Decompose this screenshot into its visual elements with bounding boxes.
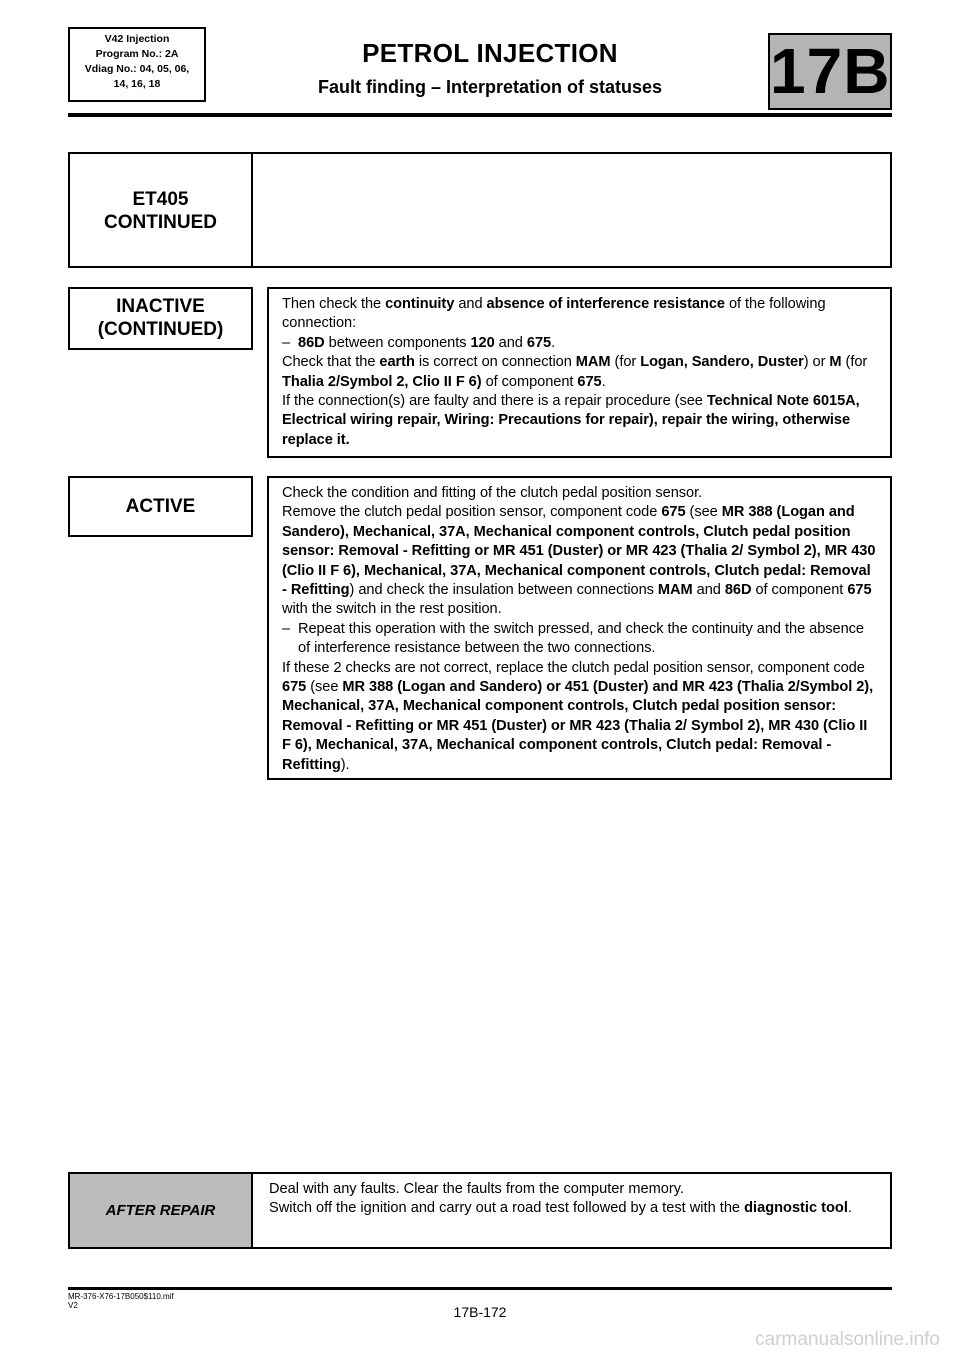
vdiag-info-box bbox=[68, 27, 206, 102]
inactive-paragraph: If the connection(s) are faulty and there is a repair procedure (see Technical Note 6015A, Electrical wiring repair, Wiring: Precautions for repair), repair the wiring, otherwise replace it. bbox=[282, 393, 860, 448]
inactive-label-line1: INACTIVE bbox=[116, 296, 205, 317]
active-label: ACTIVE bbox=[125, 496, 196, 517]
active-paragraph: Check the condition and fitting of the clutch pedal position sensor. bbox=[282, 485, 703, 501]
site-watermark: carmanualsonline.info bbox=[755, 1329, 940, 1350]
status-code: ET405 bbox=[132, 189, 189, 210]
footer-divider bbox=[68, 1287, 892, 1290]
after-repair-label: AFTER REPAIR bbox=[68, 1172, 253, 1249]
page-number: 17B-172 bbox=[453, 1304, 507, 1320]
status-code-empty-cell bbox=[251, 152, 892, 268]
after-repair-paragraph: Switch off the ignition and carry out a road test followed by a test with the diagnostic tool. bbox=[269, 1200, 852, 1217]
inactive-instructions bbox=[267, 287, 892, 458]
active-paragraph: If these 2 checks are not correct, replace the clutch pedal position sensor, component code 675 (see MR 388 (Logan and Sandero) or 451 (Duster) and MR 423 (Thalia 2/Symbol 2), Mechanical, 37A, Mechanical component controls, Clutch pedal position sensor: Removal - Refitting or MR 451 (Duster) or MR 423 (Thalia 2/ Symbol 2), MR 430 (Clio II F 6), Mechanical, 37A, Mechanical component controls, Clutch pedal: Removal - Refitting). bbox=[282, 659, 874, 773]
vdiag-line: Program No.: 2A bbox=[95, 48, 179, 60]
after-repair-instructions bbox=[251, 1172, 892, 1249]
active-instructions bbox=[267, 476, 892, 780]
active-label-box bbox=[68, 476, 253, 537]
status-code-box bbox=[68, 152, 253, 268]
vdiag-line: Vdiag No.: 04, 05, 06, bbox=[84, 63, 190, 75]
inactive-paragraph: Check that the earth is correct on connection MAM (for Logan, Sandero, Duster) or M (for Thalia 2/Symbol 2, Clio II F 6) of component 675. bbox=[282, 354, 868, 390]
document-reference: MR-376-X76-17B050$110.mif bbox=[68, 1292, 174, 1301]
status-continued: CONTINUED bbox=[104, 212, 217, 233]
vdiag-line: V42 Injection bbox=[104, 33, 170, 45]
page-title: PETROL INJECTION bbox=[362, 38, 618, 68]
active-paragraph: Remove the clutch pedal position sensor, component code 675 (see MR 388 (Logan and Sandero), Mechanical, 37A, Mechanical component controls, Clutch pedal position sensor: Removal - Refitting or MR 451 (Duster) or MR 423 (Thalia 2/ Symbol 2), MR 430 (Clio II F 6), Mechanical, 37A, Mechanical component controls, Clutch pedal: Removal - Refitting) and check the insulation between connections MAM and 86D of component 675 with the switch in the rest position. bbox=[282, 504, 876, 618]
after-repair-paragraph: Deal with any faults. Clear the faults from the computer memory. bbox=[269, 1181, 685, 1197]
inactive-dash-item: – 86D between components 120 and 675. bbox=[282, 334, 556, 351]
header-divider bbox=[68, 113, 892, 117]
inactive-paragraph: Then check the continuity and absence of interference resistance of the following connection: bbox=[282, 296, 826, 332]
document-version: V2 bbox=[68, 1301, 78, 1310]
page-subtitle: Fault finding – Interpretation of statuses bbox=[317, 77, 663, 97]
section-code-badge: 17B bbox=[768, 33, 892, 110]
vdiag-line: 14, 16, 18 bbox=[113, 78, 161, 90]
inactive-label-box bbox=[68, 287, 253, 350]
inactive-label-line2: (CONTINUED) bbox=[97, 319, 224, 340]
active-dash-item: – Repeat this operation with the switch pressed, and check the continuity and the absence of interference resistance between the two connections. bbox=[282, 620, 864, 657]
